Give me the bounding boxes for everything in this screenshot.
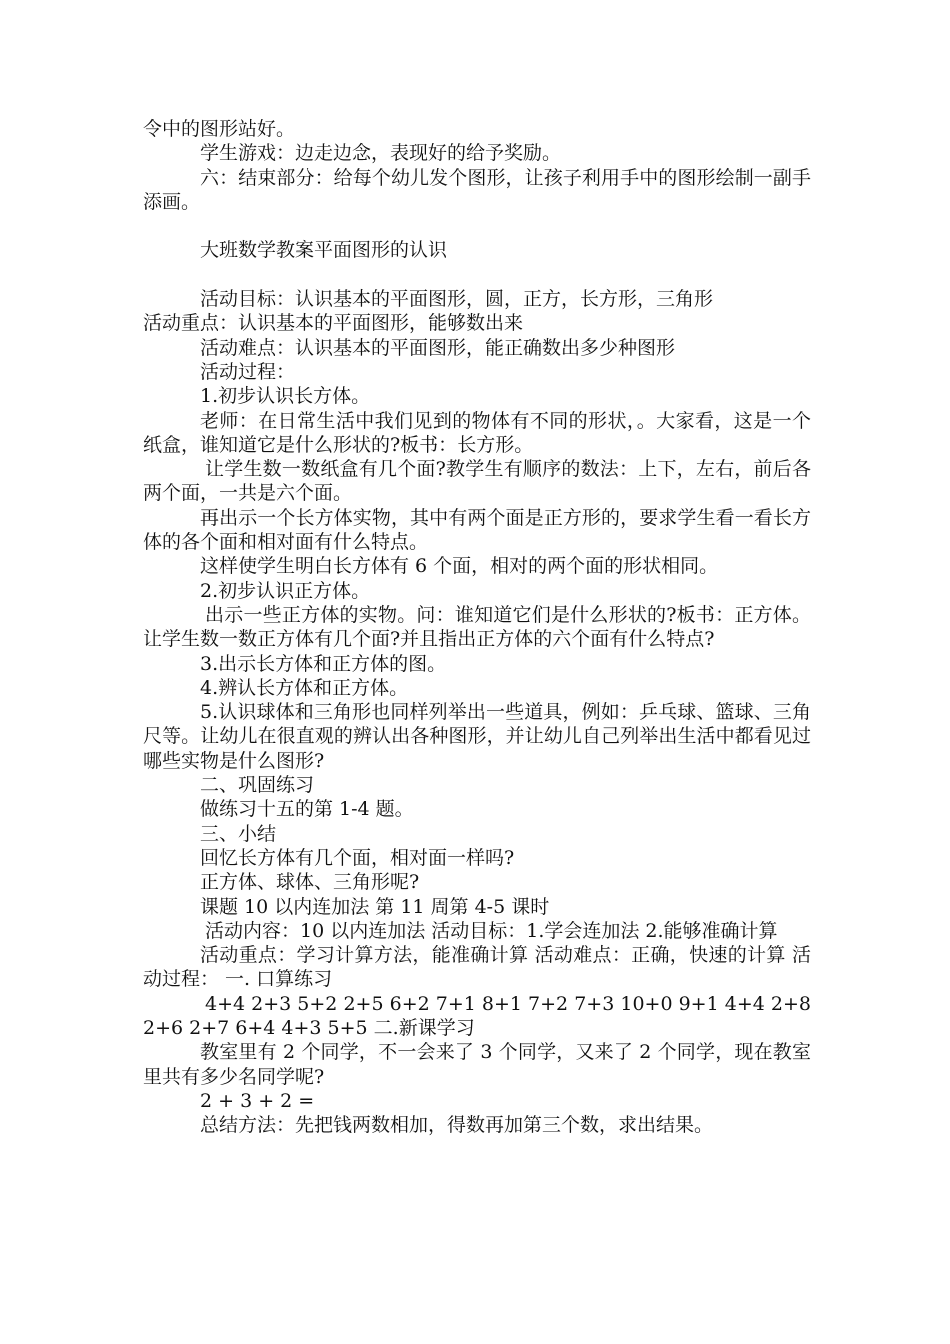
paragraph-six-faces: 这样使学生明白长方体有 6 个面，相对的两个面的形状相同。: [200, 555, 719, 578]
paragraph-goal: 活动目标：认识基本的平面图形，圆，正方，长方形，三角形: [200, 288, 714, 311]
paragraph-2: 学生游戏：边走边念，表现好的给予奖励。: [200, 142, 562, 165]
paragraph-1: 令中的图形站好。: [143, 118, 296, 140]
blank-line: [143, 263, 811, 287]
section-title: 大班数学教案平面图形的认识: [200, 239, 448, 262]
paragraph-shapes: 正方体、球体、三角形呢?: [200, 871, 420, 894]
paragraph-step-3: 3.出示长方体和正方体的图。: [200, 652, 447, 675]
paragraph-equation: 2 + 3 + 2 =: [200, 1089, 315, 1112]
paragraph-mental-math: 4+4 2+3 5+2 2+5 6+2 7+1 8+1 7+2 7+3 10+0 9+1 4+4 2+8 2+6 2+7 6+4 4+3 5+5 二.新课学习: [143, 992, 811, 1039]
paragraph-classroom: 教室里有 2 个同学，不一会来了 3 个同学，又来了 2 个同学，现在教室里共有多少名同学呢?: [143, 1041, 811, 1088]
paragraph-count-faces: 让学生数一数纸盒有几个面?教学生有顺序的数法：上下，左右，前后各两个面，一共是六个面。: [143, 458, 811, 505]
paragraph-step-5: 5.认识球体和三角形也同样列举出一些道具，例如：乒乓球、篮球、三角尺等。让幼儿在很直观的辨认出各种图形，并让幼儿自己列举出生活中都看见过哪些实物是什么图形?: [143, 701, 811, 772]
paragraph-recall: 回忆长方体有几个面，相对面一样吗?: [200, 846, 515, 869]
paragraph-difficulty: 活动难点：认识基本的平面图形，能正确数出多少种图形: [200, 336, 676, 359]
paragraph-3: 六：结束部分：给每个幼儿发个图形，让孩子利用手中的图形绘制一副手添画。: [143, 166, 811, 213]
paragraph-teacher: 老师：在日常生活中我们见到的物体有不同的形状，。大家看，这是一个纸盒，谁知道它是什么形状的?板书：长方形。: [143, 409, 811, 456]
paragraph-step-4: 4.辨认长方体和正方体。: [200, 676, 409, 699]
paragraph-practice: 做练习十五的第 1-4 题。: [200, 798, 414, 821]
paragraph-cube: 出示一些正方体的实物。问：谁知道它们是什么形状的?板书：正方体。让学生数一数正方体有几个面?并且指出正方体的六个面有什么特点?: [143, 603, 811, 651]
paragraph-focus: 活动重点：认识基本的平面图形，能够数出来: [143, 312, 524, 335]
paragraph-method: 总结方法：先把钱两数相加，得数再加第三个数，求出结果。: [200, 1114, 714, 1137]
blank-line: [143, 214, 811, 238]
paragraph-process: 活动过程：: [200, 360, 296, 383]
paragraph-lesson-content: 活动内容：10 以内连加法 活动目标：1.学会连加法 2.能够准确计算: [205, 919, 778, 942]
paragraph-lesson-focus: 活动重点：学习计算方法，能准确计算 活动难点：正确，快速的计算 活动过程： 一. 口算练习: [143, 944, 811, 991]
paragraph-lesson-title: 课题 10 以内连加法 第 11 周第 4-5 课时: [200, 895, 550, 918]
paragraph-summary-heading: 三、小结: [200, 822, 277, 845]
paragraph-practice-heading: 二、巩固练习: [200, 774, 315, 797]
paragraph-cuboid: 再出示一个长方体实物，其中有两个面是正方形的，要求学生看一看长方体的各个面和相对面有什么特点。: [143, 506, 811, 554]
paragraph-step-2: 2.初步认识正方体。: [200, 579, 371, 602]
paragraph-step-1: 1.初步认识长方体。: [200, 385, 371, 408]
document-body: [143, 117, 811, 1137]
